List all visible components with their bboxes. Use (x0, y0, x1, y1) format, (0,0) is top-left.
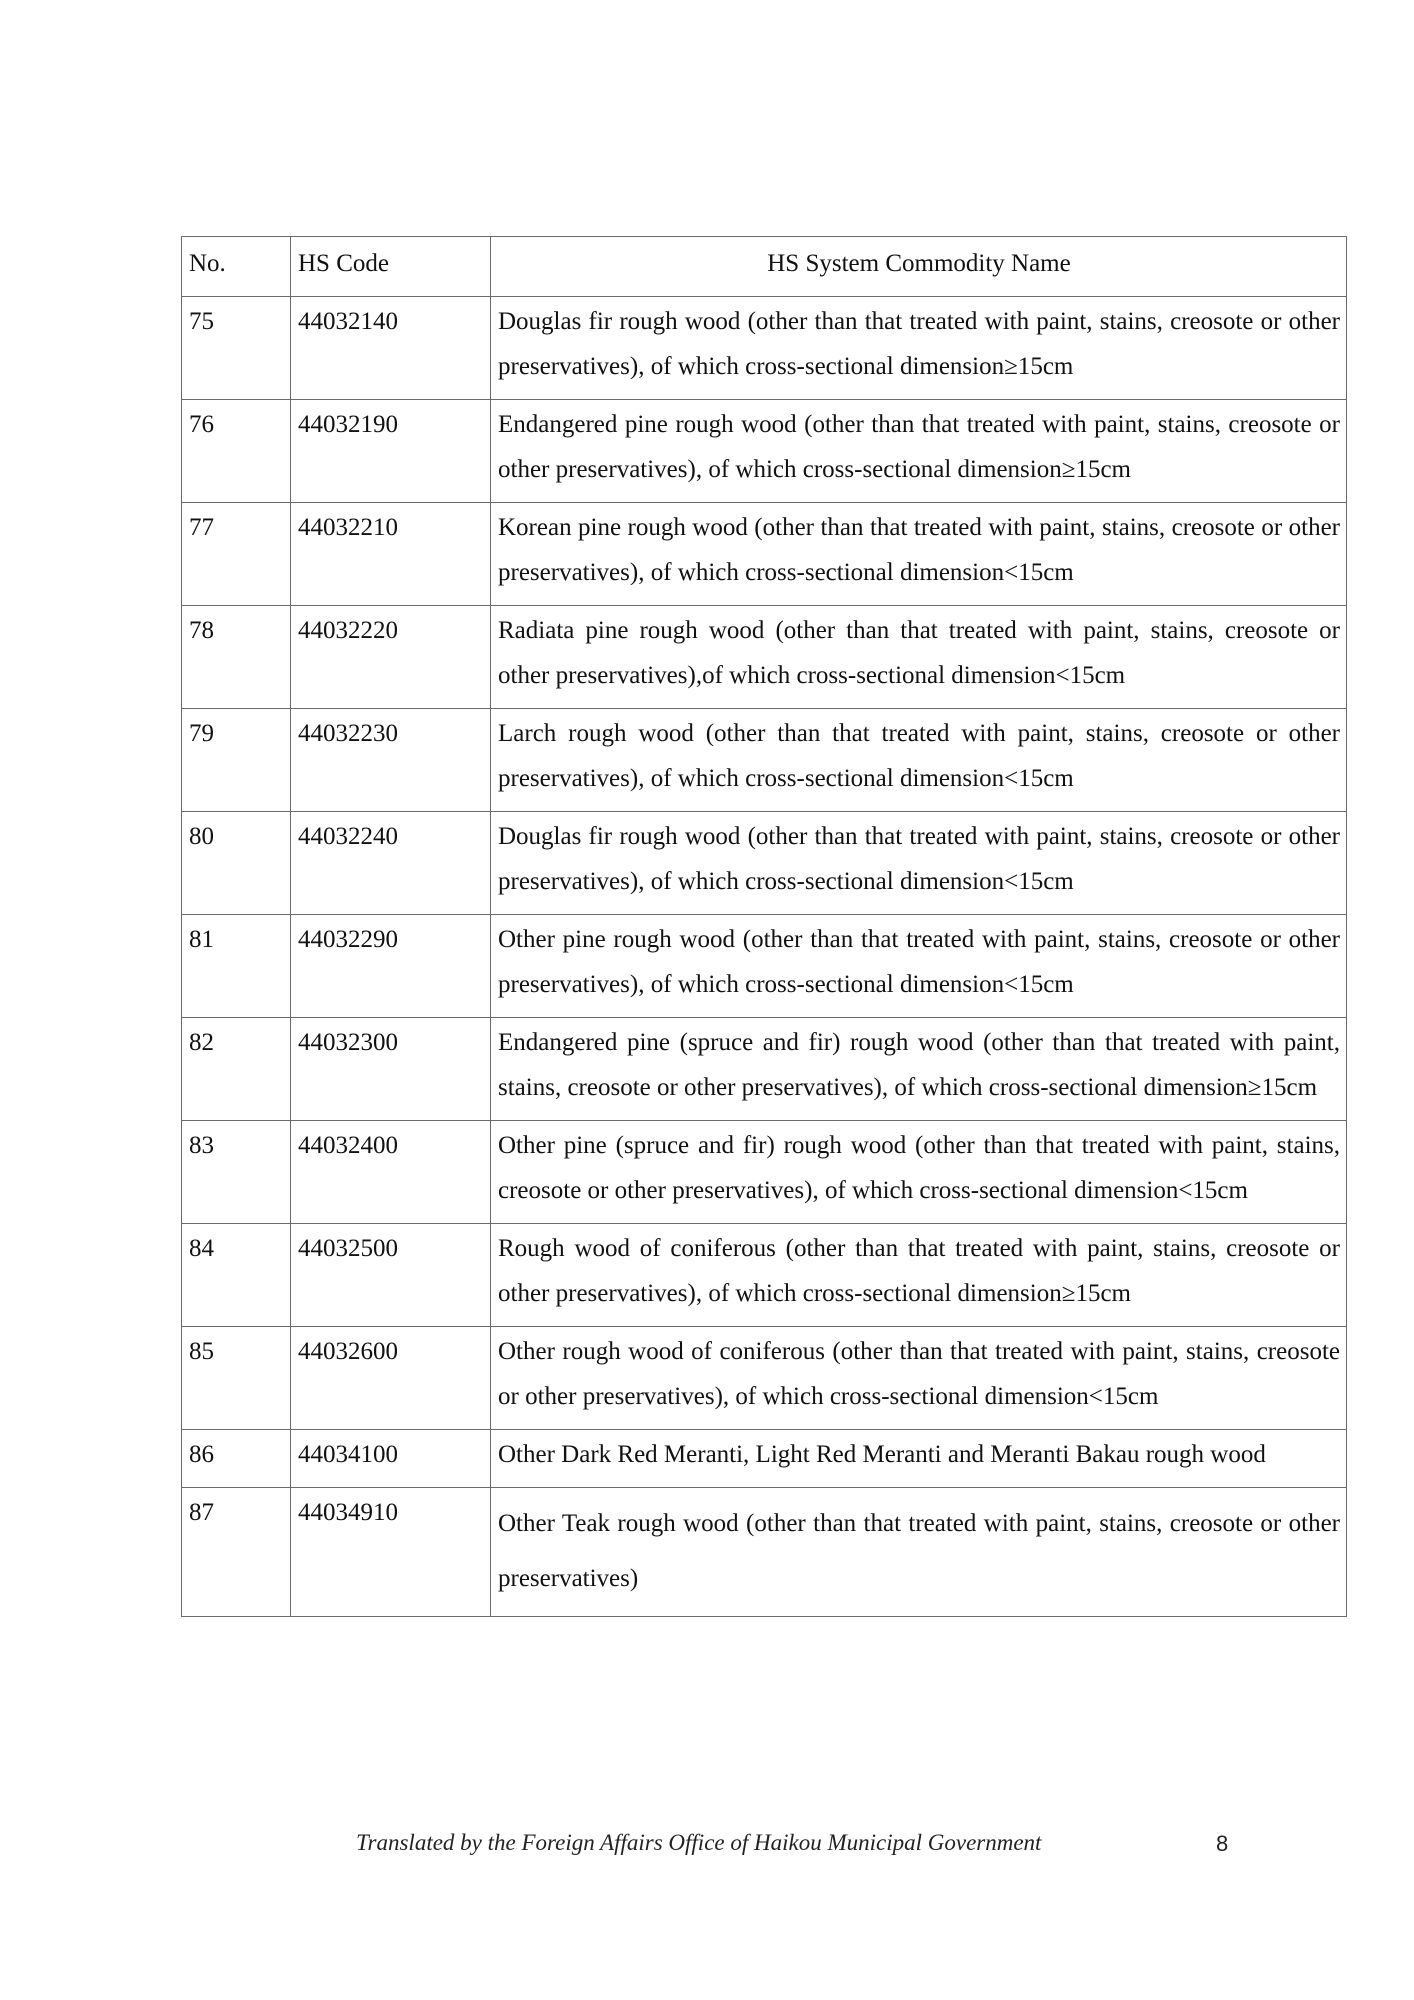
row-hs-code: 44032220 (291, 606, 491, 709)
row-hs-code: 44032600 (291, 1327, 491, 1430)
row-hs-code: 44034100 (291, 1430, 491, 1488)
table-row (182, 400, 1347, 503)
row-commodity-name: Douglas fir rough wood (other than that treated with paint, stains, creosote or other preservatives), of which cross-sectional dimension≥15cm (491, 297, 1347, 400)
hs-commodity-table (181, 236, 1347, 1617)
row-no: 87 (182, 1488, 291, 1617)
table-row (182, 915, 1347, 1018)
table-row (182, 1224, 1347, 1327)
row-commodity-name: Korean pine rough wood (other than that treated with paint, stains, creosote or other preservatives), of which cross-sectional dimension<15cm (491, 503, 1347, 606)
row-hs-code: 44032290 (291, 915, 491, 1018)
row-no: 83 (182, 1121, 291, 1224)
table-row (182, 297, 1347, 400)
row-no: 77 (182, 503, 291, 606)
row-hs-code: 44032500 (291, 1224, 491, 1327)
row-no: 84 (182, 1224, 291, 1327)
row-commodity-name: Endangered pine (spruce and fir) rough wood (other than that treated with paint, stains, creosote or other preservatives), of which cross-sectional dimension≥15cm (491, 1018, 1347, 1121)
table-row (182, 812, 1347, 915)
table-row (182, 1327, 1347, 1430)
header-commodity-name: HS System Commodity Name (491, 237, 1347, 297)
table-row (182, 1018, 1347, 1121)
row-no: 80 (182, 812, 291, 915)
row-commodity-name: Rough wood of coniferous (other than that treated with paint, stains, creosote or other preservatives), of which cross-sectional dimension≥15cm (491, 1224, 1347, 1327)
row-hs-code: 44032400 (291, 1121, 491, 1224)
row-hs-code: 44032300 (291, 1018, 491, 1121)
row-no: 86 (182, 1430, 291, 1488)
row-no: 82 (182, 1018, 291, 1121)
row-commodity-name: Other rough wood of coniferous (other than that treated with paint, stains, creosote or other preservatives), of which cross-sectional dimension<15cm (491, 1327, 1347, 1430)
table-row (182, 503, 1347, 606)
table-row (182, 709, 1347, 812)
row-hs-code: 44034910 (291, 1488, 491, 1617)
row-commodity-name: Larch rough wood (other than that treated with paint, stains, creosote or other preservatives), of which cross-sectional dimension<15cm (491, 709, 1347, 812)
header-hs-code: HS Code (291, 237, 491, 297)
row-commodity-name: Endangered pine rough wood (other than that treated with paint, stains, creosote or other preservatives), of which cross-sectional dimension≥15cm (491, 400, 1347, 503)
table-header-row (182, 237, 1347, 297)
row-no: 78 (182, 606, 291, 709)
table-row (182, 1121, 1347, 1224)
table-row (182, 1430, 1347, 1488)
row-hs-code: 44032140 (291, 297, 491, 400)
row-no: 85 (182, 1327, 291, 1430)
row-commodity-name: Radiata pine rough wood (other than that treated with paint, stains, creosote or other preservatives),of which cross-sectional dimension<15cm (491, 606, 1347, 709)
row-commodity-name: Other Teak rough wood (other than that treated with paint, stains, creosote or other preservatives) (491, 1488, 1347, 1617)
row-no: 79 (182, 709, 291, 812)
row-commodity-name: Other pine rough wood (other than that treated with paint, stains, creosote or other preservatives), of which cross-sectional dimension<15cm (491, 915, 1347, 1018)
row-commodity-name: Douglas fir rough wood (other than that treated with paint, stains, creosote or other preservatives), of which cross-sectional dimension<15cm (491, 812, 1347, 915)
row-no: 75 (182, 297, 291, 400)
page-number: 8 (1216, 1831, 1229, 1856)
footer-translation-credit: Translated by the Foreign Affairs Office of Haikou Municipal Government (356, 1830, 1042, 1855)
row-hs-code: 44032210 (291, 503, 491, 606)
row-no: 76 (182, 400, 291, 503)
row-hs-code: 44032230 (291, 709, 491, 812)
table-row (182, 1488, 1347, 1617)
row-hs-code: 44032190 (291, 400, 491, 503)
row-commodity-name: Other Dark Red Meranti, Light Red Meranti and Meranti Bakau rough wood (491, 1430, 1347, 1488)
row-no: 81 (182, 915, 291, 1018)
row-commodity-name: Other pine (spruce and fir) rough wood (other than that treated with paint, stains, creosote or other preservatives), of which cross-sectional dimension<15cm (491, 1121, 1347, 1224)
header-no: No. (182, 237, 291, 297)
row-hs-code: 44032240 (291, 812, 491, 915)
table-row (182, 606, 1347, 709)
